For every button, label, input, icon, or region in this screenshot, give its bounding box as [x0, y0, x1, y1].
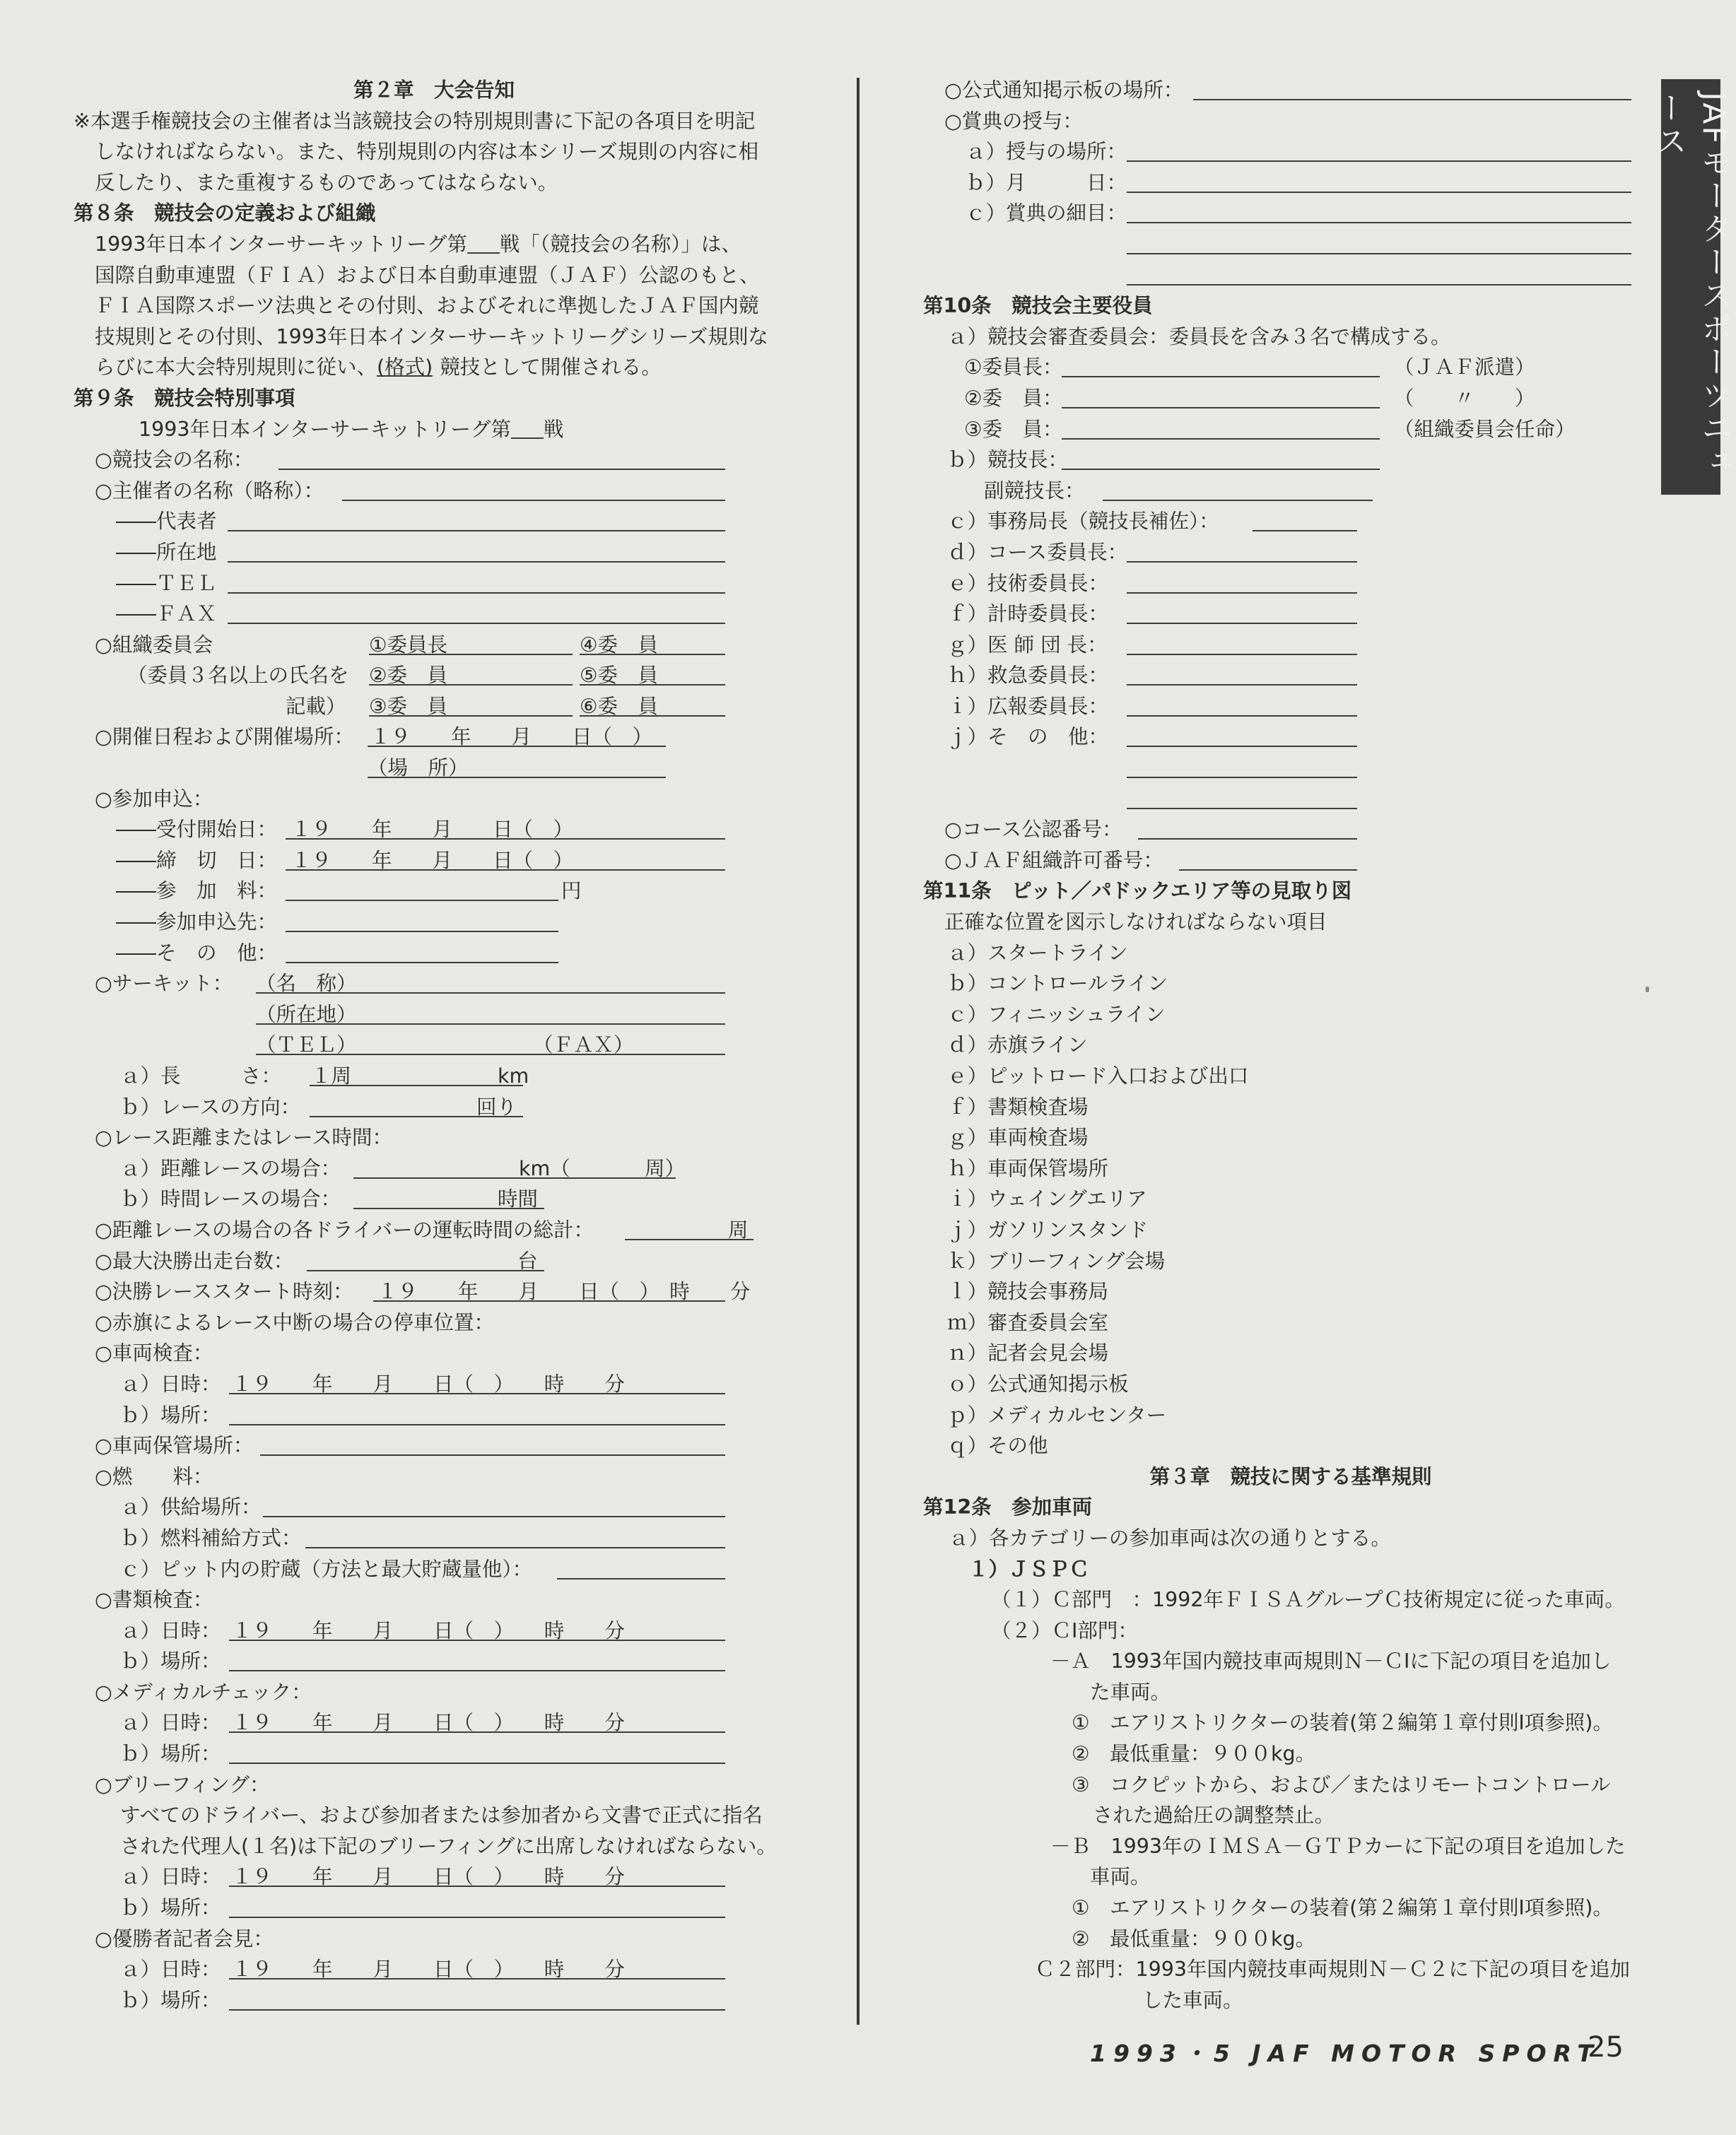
form-line: ｉ）広報委員長： — [923, 691, 1637, 722]
format-blank[interactable]: (格式) — [377, 352, 433, 377]
form-line: （ＴＥＬ） （ＦＡＸ） — [74, 1030, 794, 1061]
input-line[interactable] — [286, 900, 558, 901]
article-text: した車両。 — [1142, 1988, 1243, 2012]
article-text: された過給圧の調整禁止。 — [1093, 1804, 1335, 1828]
form-line — [923, 753, 1637, 784]
article-text: た車両。 — [1090, 1680, 1171, 1704]
form-line: ｃ）ピット内の貯蔵（方法と最大貯蔵量他）： — [74, 1554, 794, 1585]
input-line[interactable] — [580, 684, 725, 686]
input-line[interactable] — [1127, 592, 1357, 594]
category-heading: １）ＪＳＰＣ — [968, 1557, 1090, 1581]
side-section-tab: JAFモータースポーツニュース — [1661, 79, 1720, 495]
form-line: ｂ）競技長： — [923, 445, 1637, 476]
input-line[interactable] — [229, 1917, 725, 1918]
article-text: －Ｂ 1993年のＩＭＳＡ－ＧＴＰカーに下記の項目を追加した — [1050, 1834, 1626, 1858]
form-line: ａ）供給場所： — [74, 1492, 794, 1523]
input-line[interactable] — [580, 654, 725, 655]
list-item: ｎ）記者会見会場 — [947, 1341, 1109, 1365]
list-item: ｃ）フィニッシュライン — [947, 1002, 1166, 1026]
article-text: （２）ＣⅠ部門： — [991, 1618, 1138, 1642]
input-line[interactable] — [1127, 623, 1357, 624]
input-line[interactable] — [228, 592, 725, 594]
form-line: ○競技会の名称： — [74, 445, 794, 476]
input-line[interactable] — [1127, 715, 1357, 717]
input-line[interactable] — [369, 715, 573, 717]
input-line[interactable] — [229, 1424, 725, 1425]
input-line[interactable] — [256, 1023, 725, 1025]
input-line[interactable] — [229, 1393, 725, 1394]
form-line — [923, 229, 1637, 260]
input-line[interactable] — [1127, 284, 1631, 286]
form-line: （場 所） — [74, 753, 794, 784]
article-text: ② 最低重量：９００kg。 — [1072, 1742, 1316, 1766]
form-line: ｂ）時間レースの場合： 時間 — [74, 1184, 794, 1215]
form-line: ②委 員： （ 〃 ） — [964, 386, 1535, 410]
form-line: ｂ）場所： — [74, 1739, 794, 1770]
form-line: ○賞典の授与： — [944, 109, 1083, 133]
list-item: ｄ）赤旗ライン — [947, 1033, 1088, 1057]
list-item: ｇ）車両検査場 — [947, 1126, 1089, 1150]
form-line: ①委員長： （ＪＡＦ派遣） — [964, 355, 1535, 380]
print-speck — [1646, 987, 1649, 992]
article-text: された代理人(１名)は下記のブリーフィングに出席しなければならない。 — [120, 1834, 777, 1858]
article-text: ② 最低重量：９００kg。 — [1072, 1927, 1316, 1951]
input-line[interactable] — [1127, 746, 1357, 747]
form-line: ○ＪＡＦ組織許可番号： — [923, 845, 1637, 876]
article-text: （１）Ｃ部門 ：1992年ＦＩＳＡグループＣ技術規定に従った車両。 — [991, 1588, 1625, 1612]
input-line[interactable] — [229, 1763, 725, 1764]
input-line[interactable] — [1062, 469, 1380, 470]
form-line: ａ）日時： １９ 年 月 日（ ） 時 分 — [74, 1861, 794, 1893]
list-item: ｏ）公式通知掲示板 — [947, 1372, 1129, 1396]
article-text: －Ａ 1993年国内競技車両規則Ｎ－ＣⅠに下記の項目を追加し — [1050, 1649, 1612, 1674]
article-text: 1993年日本インターサーキットリーグ第 戦「（競技会の名称）」は、 — [74, 229, 794, 260]
form-line: ○メディカルチェック： — [95, 1680, 312, 1704]
article-text: ａ）各カテゴリーの参加車両は次の通りとする。 — [949, 1526, 1391, 1550]
form-line: ○公式通知掲示板の場所： — [923, 75, 1637, 106]
article-text: 技規則とその付則、1993年日本インターサーキットリーグシリーズ規則な — [95, 324, 768, 348]
form-line: ○車両検査： — [95, 1341, 213, 1365]
form-line: ○ブリーフィング： — [95, 1772, 270, 1796]
input-line[interactable] — [1127, 192, 1631, 193]
input-line[interactable] — [1062, 407, 1380, 408]
form-line: ○距離レースの場合の各ドライバーの運転時間の総計： 周 — [74, 1215, 794, 1246]
list-item: ｉ）ウェイングエリア — [947, 1187, 1147, 1211]
article-heading: 第９条 競技会特別事項 — [74, 386, 295, 410]
list-item: ｍ）審査委員会室 — [947, 1310, 1109, 1334]
form-line: ｆ）計時委員長： — [923, 599, 1637, 630]
form-line: ○開催日程および開催場所： １９ 年 月 日（ ） — [74, 722, 794, 753]
input-line[interactable] — [1253, 530, 1357, 531]
page-number: 25 — [1588, 2031, 1624, 2064]
list-item: ｐ）メディカルセンター — [947, 1403, 1167, 1427]
intro-text: しなければならない。また、特別規則の内容は本シリーズ規則の内容に相 — [95, 140, 759, 164]
form-line: ｂ）場所： — [74, 1985, 794, 2016]
article-text: ③ コクピットから、および／またはリモートコントロール — [1072, 1772, 1611, 1796]
input-line[interactable] — [342, 500, 725, 501]
input-line[interactable] — [229, 2009, 725, 2011]
form-line: ａ）距離レースの場合： km（ 周） — [120, 1156, 686, 1180]
list-item: ｑ）その他 — [947, 1434, 1048, 1458]
article-text: ① エアリストリクターの装着(第２編第１章付則Ⅰ項参照)。 — [1072, 1896, 1613, 1920]
form-line: ○主催者の名称（略称）： — [74, 476, 794, 507]
article-text: すべてのドライバー、および参加者または参加者から文書で正式に指名 — [120, 1804, 763, 1828]
form-line — [923, 260, 1637, 291]
form-line: ｈ）救急委員長： — [923, 660, 1637, 691]
input-line[interactable] — [369, 684, 573, 686]
list-item: ｆ）書類検査場 — [947, 1095, 1089, 1119]
input-line[interactable] — [310, 1085, 523, 1086]
form-line: ｅ）技術委員長： — [923, 568, 1637, 599]
form-line: ○参加申込： — [95, 787, 213, 811]
input-line[interactable] — [286, 869, 725, 871]
form-line: （所在地） — [74, 999, 794, 1030]
input-line[interactable] — [228, 623, 725, 624]
form-line: ｂ）場所： — [74, 1893, 794, 1924]
input-line[interactable] — [305, 1547, 725, 1548]
input-line[interactable] — [353, 1177, 676, 1179]
form-line: ――そ の 他： — [74, 938, 794, 969]
input-line[interactable] — [353, 1208, 544, 1209]
input-line[interactable] — [1127, 561, 1357, 563]
input-line[interactable] — [228, 530, 725, 531]
form-line: ③委 員： （組織委員会任命） — [964, 417, 1576, 441]
input-line[interactable] — [1127, 222, 1631, 223]
chapter-heading: 第２章 大会告知 — [353, 78, 515, 102]
article-text: ① エアリストリクターの装着(第２編第１章付則Ⅰ項参照)。 — [1072, 1711, 1613, 1735]
form-line: ｂ）場所： — [74, 1646, 794, 1677]
input-line[interactable] — [229, 1978, 725, 1980]
form-line: ｂ）レースの方向： 回り — [74, 1092, 794, 1123]
input-line[interactable] — [1062, 438, 1380, 440]
form-line: ――所在地 — [74, 537, 794, 568]
input-line[interactable] — [1127, 684, 1357, 686]
input-line[interactable] — [1127, 808, 1357, 809]
input-line[interactable] — [1127, 654, 1357, 655]
input-line[interactable] — [1138, 838, 1357, 840]
input-line[interactable] — [1062, 376, 1380, 377]
form-line: ○書類検査： — [95, 1588, 213, 1612]
input-line[interactable] — [625, 1239, 753, 1240]
form-line: ○燃 料： — [95, 1464, 213, 1488]
form-line: ｃ）事務局長（競技長補佐）： — [923, 506, 1637, 537]
list-item: ｂ）コントロールライン — [947, 972, 1168, 996]
round-blank[interactable] — [511, 414, 544, 439]
input-line[interactable] — [368, 777, 666, 778]
input-line[interactable] — [256, 1054, 725, 1055]
form-line: ○コース公認番号： — [923, 814, 1637, 845]
form-line — [923, 784, 1637, 815]
form-line: 1993年日本インターサーキットリーグ第 戦 — [74, 414, 794, 445]
form-line: ａ）日時： １９ 年 月 日（ ） 時 分 — [74, 1707, 794, 1739]
form-line: ――参 加 料： 円 — [116, 879, 582, 903]
form-line: ｇ）医 師 団 長： — [923, 630, 1637, 661]
input-line[interactable] — [229, 1886, 725, 1887]
form-line: ――代表者 — [74, 506, 794, 537]
article-text: Ｃ２部門：1993年国内競技車両規則Ｎ－Ｃ２に下記の項目を追加 — [1035, 1958, 1631, 1982]
form-line: ａ）日時： １９ 年 月 日（ ） 時 分 — [74, 1369, 794, 1400]
form-line: （委員３名以上の氏名を ②委 員 ⑤委 員 — [74, 660, 794, 691]
article-heading: 第11条 ピット／パドックエリア等の見取り図 — [923, 879, 1352, 903]
input-line[interactable] — [229, 1670, 725, 1671]
article-text: 国際自動車連盟（ＦＩＡ）および日本自動車連盟（ＪＡＦ）公認のもと、 — [95, 263, 760, 287]
form-line: ａ）日時： １９ 年 月 日（ ） 時 分 — [74, 1954, 794, 1985]
form-line: ｄ）コース委員長： — [923, 537, 1637, 568]
form-line: ○サーキット： （名 称） — [74, 968, 794, 999]
input-line[interactable] — [580, 715, 725, 717]
form-line: 記載） ③委 員 ⑥委 員 — [74, 691, 794, 722]
form-line: ○最大決勝出走台数： 台 — [74, 1246, 794, 1277]
footer-masthead: 1993・5 JAF MOTOR SPORT — [1090, 2040, 1600, 2067]
form-line: ａ）長 さ： １周 km — [120, 1064, 529, 1088]
form-line: ――参加申込先： — [74, 907, 794, 938]
article-text: らびに本大会特別規則に従い、(格式) 競技として開催される。 — [74, 352, 794, 383]
article-heading: 第８条 競技会の定義および組織 — [74, 201, 376, 225]
input-line[interactable] — [369, 654, 573, 655]
form-line: ｂ）場所： — [74, 1400, 794, 1431]
form-line: ○組織委員会 ①委員長 ④委 員 — [74, 630, 794, 661]
form-line: ａ）授与の場所： — [923, 136, 1637, 167]
input-line[interactable] — [229, 1731, 725, 1733]
input-line[interactable] — [278, 469, 725, 470]
input-line[interactable] — [368, 746, 666, 747]
input-line[interactable] — [286, 838, 725, 840]
list-item: ｅ）ピットロード入口および出口 — [947, 1064, 1249, 1088]
list-item: ａ）スタートライン — [947, 941, 1128, 965]
input-line[interactable] — [1127, 777, 1357, 778]
input-line[interactable] — [229, 1640, 725, 1641]
list-item: ｋ）ブリーフィング会場 — [947, 1249, 1166, 1273]
form-line: ――締 切 日： １９ 年 月 日（ ） — [74, 845, 794, 876]
input-line[interactable] — [228, 561, 725, 563]
form-line: ○決勝レーススタート時刻： １９ 年 月 日（ ） 時 分 — [95, 1280, 751, 1304]
input-line[interactable] — [307, 1270, 544, 1271]
form-line: ｃ）賞典の細目： — [923, 198, 1637, 229]
input-line[interactable] — [373, 1300, 725, 1302]
form-line: ｂ）月 日： — [923, 167, 1637, 199]
form-line: ○レース距離またはレース時間： — [95, 1126, 393, 1150]
article-text: 車両。 — [1090, 1865, 1151, 1889]
chapter-heading: 第３章 競技に関する基準規則 — [1149, 1464, 1432, 1488]
input-line[interactable] — [286, 931, 558, 932]
input-line[interactable] — [286, 962, 558, 963]
input-line[interactable] — [1127, 160, 1631, 162]
list-item: ｊ）ガソリンスタンド — [947, 1218, 1149, 1242]
form-line: ○赤旗によるレース中断の場合の停車位置： — [95, 1310, 494, 1334]
article-text: ａ）競技会審査委員会：委員長を含み３名で構成する。 — [947, 324, 1451, 348]
article-heading: 第10条 競技会主要役員 — [923, 294, 1153, 318]
input-line[interactable] — [310, 1116, 523, 1117]
form-line: ○優勝者記者会見： — [95, 1927, 274, 1951]
input-line[interactable] — [256, 992, 725, 994]
form-line: ――ＴＥＬ — [74, 568, 794, 599]
input-line[interactable] — [1103, 500, 1373, 501]
form-line: ――ＦＡＸ — [74, 599, 794, 630]
list-item: ｌ）競技会事務局 — [947, 1280, 1109, 1304]
article-heading: 第12条 参加車両 — [923, 1495, 1093, 1519]
article-text: 正確な位置を図示しなければならない項目 — [944, 910, 1327, 934]
form-line: ｊ）そ の 他： — [923, 722, 1637, 753]
form-line: ｂ）燃料補給方式： — [74, 1523, 794, 1554]
input-line[interactable] — [263, 1516, 725, 1517]
input-line[interactable] — [1193, 99, 1631, 100]
column-divider — [857, 78, 860, 2025]
left-column — [74, 75, 794, 2016]
intro-text: ※本選手権競技会の主催者は当該競技会の特別規則書に下記の各項目を明記 — [74, 109, 756, 133]
right-column — [923, 75, 1637, 2016]
form-line: ――受付開始日： １９ 年 月 日（ ） — [74, 814, 794, 845]
article-text: ＦＩＡ国際スポーツ法典とその付則、およびそれに準拠したＪＡＦ国内競 — [95, 294, 759, 318]
form-line: ○車両保管場所： — [74, 1430, 794, 1461]
input-line[interactable] — [1179, 869, 1357, 871]
form-line: 副競技長： — [923, 476, 1637, 507]
input-line[interactable] — [260, 1454, 725, 1456]
list-item: ｈ）車両保管場所 — [947, 1156, 1109, 1180]
round-blank[interactable] — [467, 229, 500, 254]
input-line[interactable] — [1127, 253, 1631, 254]
form-line: ａ）日時： １９ 年 月 日（ ） 時 分 — [74, 1616, 794, 1647]
input-line[interactable] — [557, 1578, 725, 1580]
intro-text: 反したり、また重複するものであってはならない。 — [95, 170, 558, 194]
